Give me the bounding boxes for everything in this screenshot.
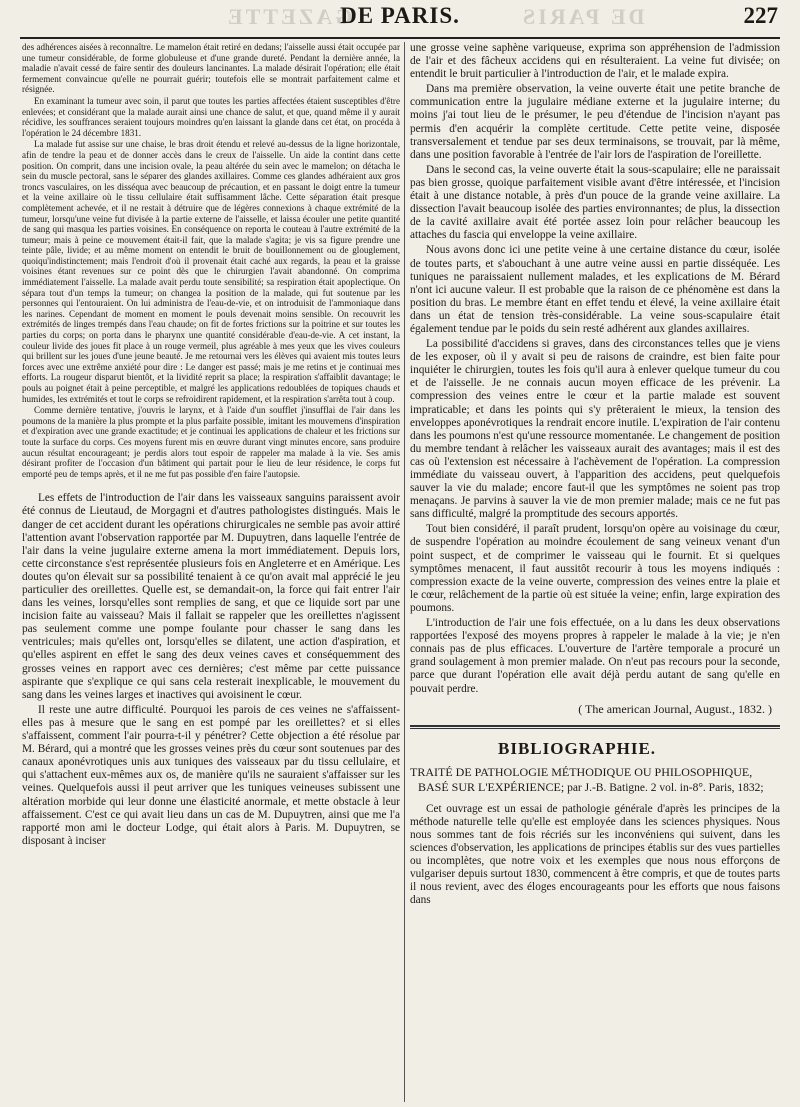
section-rule [410, 725, 780, 727]
commentary-text [22, 492, 400, 848]
paragraph: Nous avons donc ici une petite veine à une certaine distance du cœur, isolée de toutes parts, et s'abouchant à une autre veine aussi en partie disséquée. Les tuniques ne paraissaient nullement malades, et les explications de M. Bérard n'ont ici aucune valeur. Il est probable que la raison de ce phénomène est dans la position du bras. Le membre étant en effet tendu et élevé, la veine axillaire était dans un état de tension très-considérable. La veine sous-scapulaire était également tendue par le poids du sein resté adhérent aux glandes axillaires. [410, 244, 780, 335]
paragraph: Cet ouvrage est un essai de pathologie générale d'après les principes de la méthode naturelle telle qu'elle est employée dans les sciences physiques. Nous nous sommes tant de fois récriés sur les inconvéniens qui suivent, dans les sciences d'observation, les applications de principes établis sur des vues partielles ou incomplètes, que notre voix et les exemples que nous nous efforçons de vulgariser depuis surtout 1830, commencent à être compris, et que de toutes parts il nous revient, avec des éloges encourageants pour les efforts que nous faisons dans [410, 802, 780, 907]
bleed-through-text-right: DE PARIS [520, 4, 645, 29]
book-details: par J.-B. Batigne. 2 vol. in-8°. Paris, 1832; [564, 781, 764, 794]
paragraph: des adhérences aisées à reconnaître. Le mamelon était retiré en dedans; l'aisselle aussi était occupée par une tumeur considérable, de forme globuleuse et d'une grande dureté. Pendant la dernière année, la maladie n'avait cessé de faire sentir des douleurs lancinantes. La malade désirait l'opération; elle était fermement convaincue qu'elle ne pourrait guérir; toutefois elle se montrait parfaitement calme et résignée. [22, 42, 400, 95]
paragraph: Dans ma première observation, la veine ouverte était une petite branche de communication entre la jugulaire médiane externe et la jugulaire interne; du moins j'ai tout lieu de le présumer, le peu d'étendue de l'incision n'ayant pas permis d'en acquérir la complète certitude. Cette petite veine, disposée transversalement et tendue par ses deux terminaisons, se trouvait, par là même, dans une position favorable à l'entrée de l'air lors de l'aspiration de l'oreillette. [410, 83, 780, 161]
review-text [410, 803, 780, 908]
page-number: 227 [743, 3, 778, 28]
page-header [20, 0, 780, 34]
commentary-continued [410, 42, 780, 696]
header-rule [20, 37, 780, 39]
paragraph: En examinant la tumeur avec soin, il parut que toutes les parties affectées étaient susceptibles d'être enlevées; et considérant que la malade aurait ainsi une chance de salut, et que, quand même il y aurait récidive, les souffrances seraient toujours moindres qu'en laissant la glande dans cet état, on procéda à l'opération le 24 décembre 1831. [22, 95, 400, 138]
book-entry [410, 765, 780, 795]
paragraph: Les effets de l'introduction de l'air dans les vaisseaux sanguins paraissent avoir été connus de Lieutaud, de Morgagni et d'autres pathologistes distingués. Mais le danger de cet accident durant les opérations chirurgicales ne semble pas avoir attiré l'attention avant l'observation rapportée par M. Dupuytren, dans laquelle l'entrée de l'air dans la veine jugulaire externe amena la mort immédiatement. Depuis lors, cette circonstance s'est représentée plusieurs fois en Angleterre et en Amérique. Les doutes qu'on élevait sur sa possibilité tenaient à ce qu'on avait mal apprécié le jeu particulier des oreillettes. Quelle est, se demandait-on, la force qui fait entrer l'air dans les veines, lorsqu'elles sont remplies de sang, et que ce liquide sort par une incision faite au vaisseau? Mais il fallait se rappeler que les oreillettes n'agissent pas seulement comme une pompe foulante pour chasser le sang dans les ventricules; mais qu'elles ont, lorsqu'elles se dilatent, une action d'aspiration, et qu'elles aspirent en effet le sang des deux veines caves et conséquemment des grosses veines en rapport avec ces dernières; c'est même par cette puissance aspirante que s'explique ce qui sans cela resterait inexplicable, le mouvement du sang dans les veines larges et inactives qui avoisinent le cœur. [22, 492, 400, 701]
paragraph: Tout bien considéré, il paraît prudent, lorsqu'on opère au voisinage du cœur, de suspendre l'opération au moindre écoulement de sang veineux venant d'un point suspect, et de comprimer le vaisseau qui le fournit. Et si quelques symptômes menacent, il faut aussitôt recourir à tous les moyens indiqués : compression exacte de la veine ouverte, compression des veines entre la plaie et le cœur, relâchement de la partie où est située la veine; enfin, large expiration des poumons. [410, 523, 780, 614]
paragraph: Dans le second cas, la veine ouverte était la sous-scapulaire; elle ne paraissait pas bien grosse, quoique parfaitement visible avant d'être intéressée, et l'incision était à une distance notable, à près d'un pouce de la grande veine axillaire. La dissection l'avait beaucoup isolée des parties environnantes; de plus, la dissection de la cavité axillaire avait été portée assez loin pour relâcher beaucoup les attaches du fascia qui enveloppe la veine axillaire. [410, 163, 780, 242]
column-divider [404, 42, 405, 1102]
paragraph: L'introduction de l'air une fois effectuée, on a lu dans les deux observations rapportées l'exposé des moyens propres à rappeler le malade à la vie; je n'en connais pas de plus efficaces. L'ouverture de l'artère temporale a procuré un grand soulagement à mon premier malade. On n'eut pas recours pour la seconde, parce que durant l'opération elle avait déjà perdu autant de sang qu'elle en pouvait perdre. [410, 617, 780, 695]
book-title: TRAITÉ DE PATHOLOGIE MÉTHODIQUE OU PHILOSOPHIQUE, BASÉ SUR L'EXPÉRIENCE; [410, 764, 753, 794]
section-title-bibliographie: BIBLIOGRAPHIE. [498, 738, 657, 758]
paragraph: Il reste une autre difficulté. Pourquoi les parois de ces veines ne s'affaissent-elles pas à mesure que le sang en est pompé par les oreillettes? et si elles s'affaissent, comment l'air pourra-t-il y pénétrer? Cette objection a été résolue par M. Bérard, qui a montré que les grosses veines près du cœur sont soutenues par des canaux aponévrotiques unis aux tuniques des vaisseaux par du tissu cellulaire, et qui s'attachent eux-mêmes aux os, de manière qu'ils ne sauraient s'affaisser sur les veines. Quelquefois aussi il peut arriver que les tuniques veineuses subissent une altération morbide qui leur donne une élasticité anormale, et mette obstacle à leur affaissement. C'est ce qui avait lieu dans un cas de M. Dupuytren, ainsi que me l'a rapporté mon ami le docteur Lodge, qui était alors à Paris. M. Dupuytren, se disposant à inciser [22, 703, 400, 847]
paragraph: La malade fut assise sur une chaise, le bras droit étendu et relevé au-dessus de la ligne horizontale, afin de tendre la peau et de donner accès dans le creux de l'aisselle. Un aide la contint dans cette position. On comprit, dans une incision ovale, la peau altérée du sein avec le mamelon; on détacha le sein du muscle pectoral, sans le séparer des glandes axillaires. Comme ces glandes adhéraient aux gros troncs vasculaires, on les disséqua avec beaucoup de précaution, et en passant le doigt entre la tumeur et la veine axillaire où le tissu cellulaire était suffisamment lâche. Cette séparation était presque complètement achevée, et il ne restait à détruire que de légères connexions à chaque extrémité de la tumeur, lorsqu'une veine fut divisée à la partie externe de l'aisselle, et laissa écouler une petite quantité de sang qui masqua les parties voisines. En conséquence on reporta le couteau à l'autre extrémité de la tumeur; mais à peine ce mouvement était-il fait, que la malade s'agita; je vis sa figure prendre une teinte pâle, livide; et au même moment on entendit le bruit de bouillonnement ou de glouglement, quoiqu'indistinctement; mais l'endroit d'où il provenait était caché aux regards, la peau et la graisse voisines étant revenues sur ce point dès que le chirurgien l'avait abandonné. On comprima immédiatement l'aisselle. La malade avait perdu toute sensibilité; sa respiration était apoplectique. On sépara tout d'un temps la tumeur; on changea la position de la malade, qui fut soutenue par les personnes qui l'entouraient. On lui administra de l'eau-de-vie, et on introduisit de l'ammoniaque dans les narines. Cependant de moment en moment le pouls devenait moins sensible. On recouvrit les extrémités de linges trempés dans l'eau chaude; on fit de fortes frictions sur la poitrine et sur toutes les parties du corps; on porta dans le pharynx une quantité considérable d'eau-de-vie. A cet instant, la couleur livide des joues fit place à un rouge vermeil, plus agréable à mes yeux que les vives couleurs qui brillent sur les joues d'une jeune beauté. Je me retournai vers les élèves qui avaient mis toutes leurs forces avec une extrême anxiété pour dire : Le danger est passé; mais je me retins et je continuai mes efforts. La rougeur disparut bientôt, et la lividité reprit sa place; la respiration s'affaiblit davantage; le pouls au poignet était à peine perceptible, et malgré les applications redoublées de topiques chauds et humides, les extrémités et tout le corps se refroidirent rapidement, et la respiration s'arrêta tout à coup. [22, 139, 400, 404]
right-column [410, 42, 780, 1102]
case-report-small-print [22, 42, 400, 479]
paragraph: La possibilité d'accidens si graves, dans des circonstances telles que je viens de les exposer, où il y avait si peu de raisons de craindre, est bien faite pour inquiéter le chirurgien, toutes les fois qu'il aura à enlever quelque tumeur du cou et de l'aisselle. Je ne connais aucun moyen efficace de les prévenir. La compression des veines entre le cœur et la partie malade est souvent impraticable; et dans les points qui s'y prêteraient le mieux, la tension des enveloppes aponévrotiques la rendrait encore inutile. L'expiration de l'air contenu dans les poumons n'est qu'une ressource momentanée. Le changement de position du membre tendant à relâcher les vaisseaux aurait des avantages; mais il est des cas où l'extension est nécessaire à l'achèvement de l'opération. La compression immédiate du vaisseau ouvert, à l'apparition des accidens, peut quelquefois sauver la vie du malade; encore faut-il que les symptômes ne soient pas trop menaçans. Je parvins à sauver la vie de mon premier malade; mais ce ne fut pas sans difficulté, malgré la promptitude des secours apportés. [410, 338, 780, 521]
section-rule-thin [410, 728, 780, 729]
bleed-through-text-left: GAZETTE [225, 4, 353, 29]
running-title: DE PARIS. [340, 3, 460, 28]
source-citation: ( The american Journal, August., 1832. ) [578, 701, 772, 716]
paragraph: Comme dernière tentative, j'ouvris le larynx, et à l'aide d'un soufflet j'insufflai de l'air dans les poumons de la manière la plus prompte et la plus parfaite possible, imitant les mouvemens d'inspiration et d'expiration avec une grande exactitude; et je continuai les applications de chaleur et les frictions sur toute la surface du corps. Ces moyens furent mis en œuvre durant vingt minutes encore, sans produire aucun résultat encourageant; je perdis alors tout espoir de rappeler ma malade à la vie. Ses amis désirant profiter de l'occasion d'un bâtiment qui partait pour le lieu de leur résidence, le corps fut emporté peu de temps après, et il ne me fut pas possible d'en faire l'autopsie. [22, 405, 400, 479]
left-column [22, 42, 400, 1102]
paragraph: une grosse veine saphène variqueuse, exprima son appréhension de l'admission de l'air et des fâcheux accidens qui en résulteraient. La veine fut divisée; on entendit le bruit particulier à l'introduction de l'air, et le malade expira. [410, 42, 780, 81]
